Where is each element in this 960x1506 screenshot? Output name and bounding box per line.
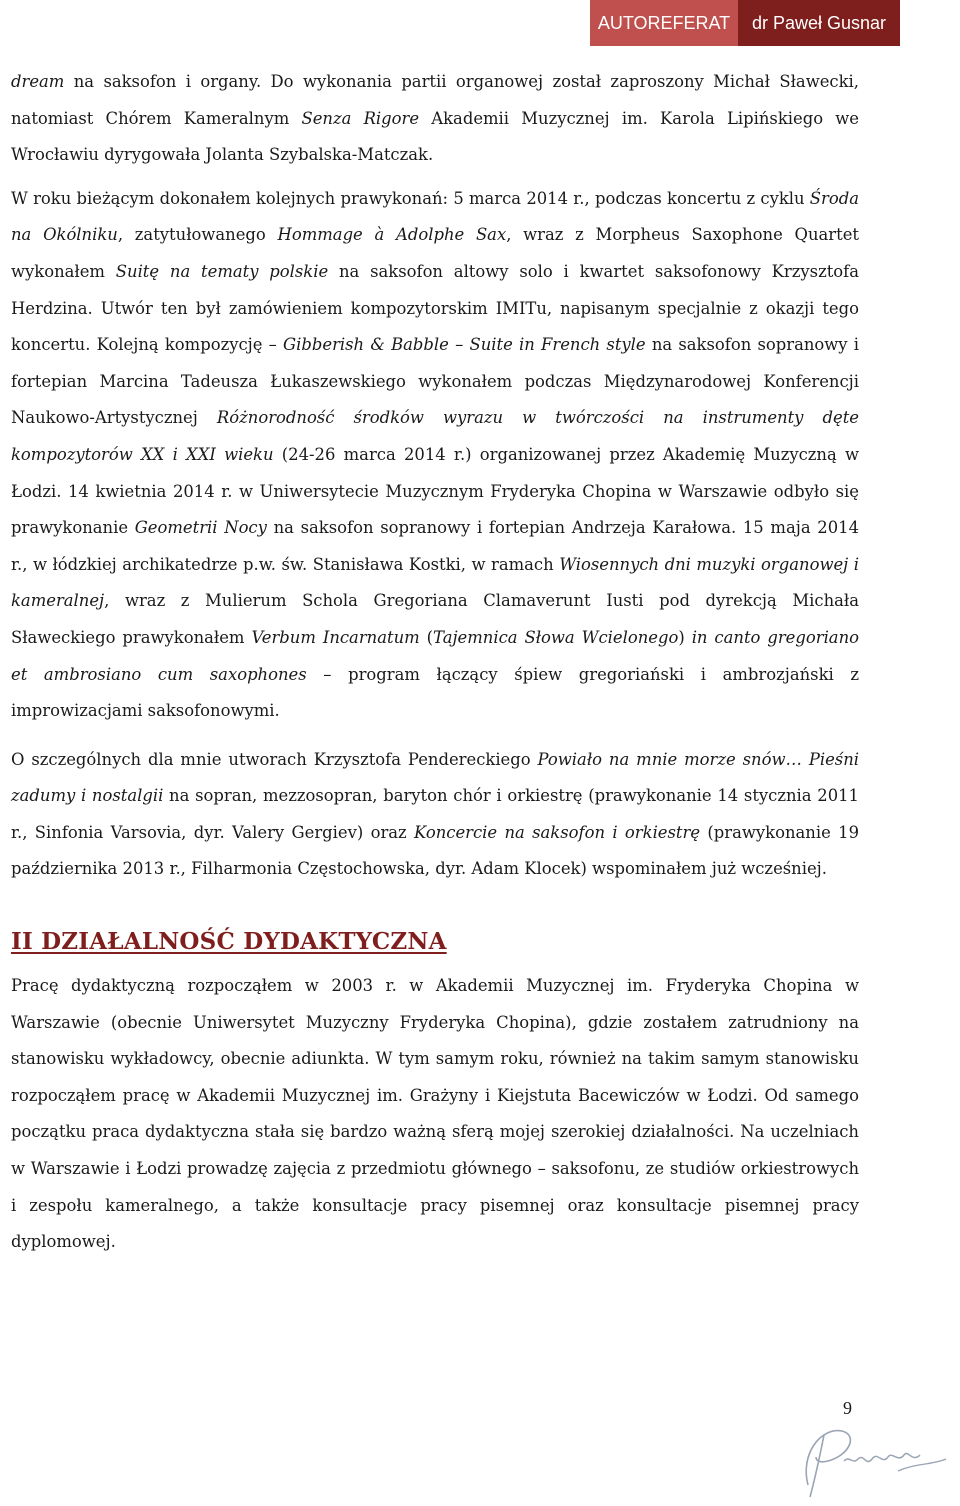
paragraph-1: dream na saksofon i organy. Do wykonania partii organowej został zaproszony Michał Sławecki, natomiast Chórem Kameralnym Senza Rigore Akademii Muzycznej im. Karola Lipińskiego we Wrocławiu dyrygowała Jolanta Szybalska-Matczak. [11,72,859,165]
work-title: dream [11,72,65,91]
choir-name: Senza Rigore [301,108,420,128]
running-header [590,0,900,46]
paragraph-4: Pracę dydaktyczną rozpocząłem w 2003 r. w Akademii Muzycznej im. Fryderyka Chopina w Warszawie (obecnie Uniwersytet Muzyczny Fryderyka Chopina), gdzie zostałem zatrudniony na stanowisku wykładowcy, obecnie adiunkta. W tym samym roku, również na takim samym stanowisku rozpocząłem pracę w Akademii Muzycznej im. Grażyny i Kiejstuta Bacewiczów w Łodzi. Od samego początku praca dydaktyczna stała się bardzo ważną sferą mojej szerokiej działalności. Na uczelniach w Warszawie i Łodzi prowadzę zajęcia z przedmiotu głównego – saksofonu, ze studiów orkiestrowych i zespołu kameralnego, a także konsultacje pracy pisemnej oraz konsultacje pisemnej pracy dyplomowej. [11,976,859,1252]
header-document-type: AUTOREFERAT [590,0,738,46]
handwritten-signature-icon [780,1415,950,1501]
header-author: dr Paweł Gusnar [738,0,900,46]
page-number: 9 [843,1398,852,1418]
section-heading: II DZIAŁALNOŚĆ DYDAKTYCZNA [11,928,447,956]
paragraph-3: O szczególnych dla mnie utworach Krzysztofa Pendereckiego Powiało na mnie morze snów… Pieśni zadumy i nostalgii na sopran, mezzosopran, baryton chór i orkiestrę (prawykonanie 14 stycznia 2011 r., Sinfonia Varsovia, dyr. Valery Gergiev) oraz Koncercie na saksofon i orkiestrę (prawykonanie 19 października 2013 r., Filharmonia Częstochowska, dyr. Adam Klocek) wspominałem już wcześniej. [11,749,859,879]
paragraph-2: W roku bieżącym dokonałem kolejnych prawykonań: 5 marca 2014 r., podczas koncertu z cyklu Środa na Okólniku, zatytułowanego Hommage à Adolphe Sax, wraz z Morpheus Saxophone Quartet wykonałem Suitę na tematy polskie na saksofon altowy solo i kwartet saksofonowy Krzysztofa Herdzina. Utwór ten był zamówieniem kompozytorskim IMITu, napisanym specjalnie z okazji tego koncertu. Kolejną kompozycję – Gibberish & Babble – Suite in French style na saksofon sopranowy i fortepian Marcina Tadeusza Łukaszewskiego wykonałem podczas Międzynarodowej Konferencji Naukowo-Artystycznej Różnorodność środków wyrazu w twórczości na instrumenty dęte kompozytorów XX i XXI wieku (24-26 marca 2014 r.) organizowanej przez Akademię Muzyczną w Łodzi. 14 kwietnia 2014 r. w Uniwersytecie Muzycznym Fryderyka Chopina w Warszawie odbyło się prawykonanie Geometrii Nocy na saksofon sopranowy i fortepian Andrzeja Karałowa. 15 maja 2014 r., w łódzkiej archikatedrze p.w. św. Stanisława Kostki, w ramach Wiosennych dni muzyki organowej i kameralnej, wraz z Mulierum Schola Gregoriana Clamaverunt Iusti pod dyrekcją Michała Sławeckiego prawykonałem Verbum Incarnatum (Tajemnica Słowa Wcielonego) in canto gregoriano et ambrosiano cum saxophones – program łączący śpiew gregoriański i ambrozjański z improwizacjami saksofonowymi. [11,188,860,721]
page-body [11,64,859,1261]
